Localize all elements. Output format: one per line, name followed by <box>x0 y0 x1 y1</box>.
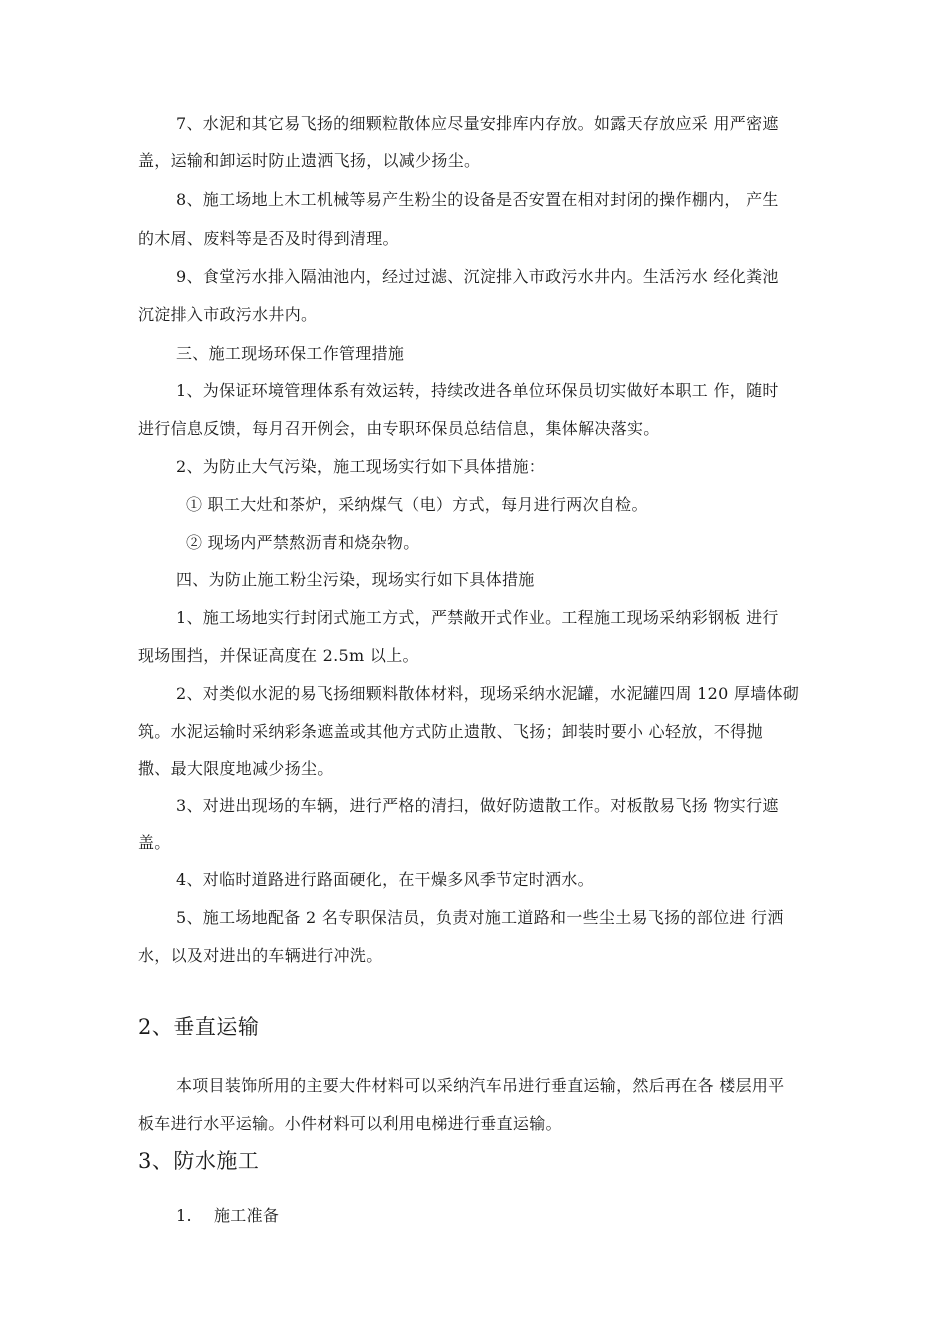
section-4-para-4: 4、对临时道路进行路面硬化，在干燥多风季节定时洒水。 <box>176 870 594 889</box>
section-4-para-2-line-3: 撒、最大限度地减少扬尘。 <box>138 759 334 778</box>
heading-vertical-transport: 2、垂直运输 <box>138 1015 260 1039</box>
para-7-line-1: 7、水泥和其它易飞扬的细颗粒散体应尽量安排库内存放。如露天存放应采 用严密遮 <box>176 114 779 133</box>
section-4-title: 四、为防止施工粉尘污染，现场实行如下具体措施 <box>176 570 535 589</box>
section-4-para-5-line-2: 水，以及对进出的车辆进行冲洗。 <box>138 946 383 965</box>
list-item-1-label: 施工准备 <box>214 1206 280 1225</box>
list-item-1-number: 1. <box>176 1206 192 1225</box>
section-3-para-2: 2、为防止大气污染，施工现场实行如下具体措施： <box>176 457 546 476</box>
para-9-line-1: 9、食堂污水排入隔油池内，经过过滤、沉淀排入市政污水井内。生活污水 经化粪池 <box>176 267 779 286</box>
para-9-line-2: 沉淀排入市政污水井内。 <box>138 305 318 324</box>
section-4-para-1-line-2: 现场围挡，并保证高度在 2.5m 以上。 <box>138 646 419 665</box>
para-8-line-2: 的木屑、废料等是否及时得到清理。 <box>138 229 399 248</box>
section-4-para-1-line-1: 1、施工场地实行封闭式施工方式，严禁敞开式作业。工程施工现场采纳彩钢板 进行 <box>176 608 779 627</box>
vertical-transport-line-1: 本项目装饰所用的主要大件材料可以采纳汽车吊进行垂直运输，然后再在各 楼层用平 <box>176 1076 785 1095</box>
section-4-para-2-line-2: 筑。水泥运输时采纳彩条遮盖或其他方式防止遗散、飞扬；卸装时要小 心轻放，不得抛 <box>138 722 763 741</box>
section-3-para-1-line-2: 进行信息反馈，每月召开例会，由专职环保员总结信息，集体解决落实。 <box>138 419 660 438</box>
section-4-para-2-line-1: 2、对类似水泥的易飞扬细颗料散体材料，现场采纳水泥罐，水泥罐四周 120 厚墙体砌 <box>176 684 800 703</box>
section-4-para-3-line-2: 盖。 <box>138 833 171 852</box>
section-3-title: 三、施工现场环保工作管理措施 <box>176 344 405 363</box>
section-4-para-5-line-1: 5、施工场地配备 2 名专职保洁员，负责对施工道路和一些尘土易飞扬的部位进 行洒 <box>176 908 784 927</box>
para-7-line-2: 盖，运输和卸运时防止遗洒飞扬，以减少扬尘。 <box>138 151 481 170</box>
heading-waterproofing: 3、防水施工 <box>138 1149 260 1173</box>
section-3-item-1: ① 职工大灶和茶炉，采纳煤气（电）方式，每月进行两次自检。 <box>186 495 648 514</box>
para-8-line-1: 8、施工场地上木工机械等易产生粉尘的设备是否安置在相对封闭的操作棚内， 产生 <box>176 190 779 209</box>
section-3-item-2: ② 现场内严禁熬沥青和烧杂物。 <box>186 533 420 552</box>
section-3-para-1-line-1: 1、为保证环境管理体系有效运转，持续改进各单位环保员切实做好本职工 作，随时 <box>176 381 779 400</box>
vertical-transport-line-2: 板车进行水平运输。小件材料可以利用电梯进行垂直运输。 <box>138 1114 562 1133</box>
section-4-para-3-line-1: 3、对进出现场的车辆，进行严格的清扫，做好防遗散工作。对板散易飞扬 物实行遮 <box>176 796 779 815</box>
